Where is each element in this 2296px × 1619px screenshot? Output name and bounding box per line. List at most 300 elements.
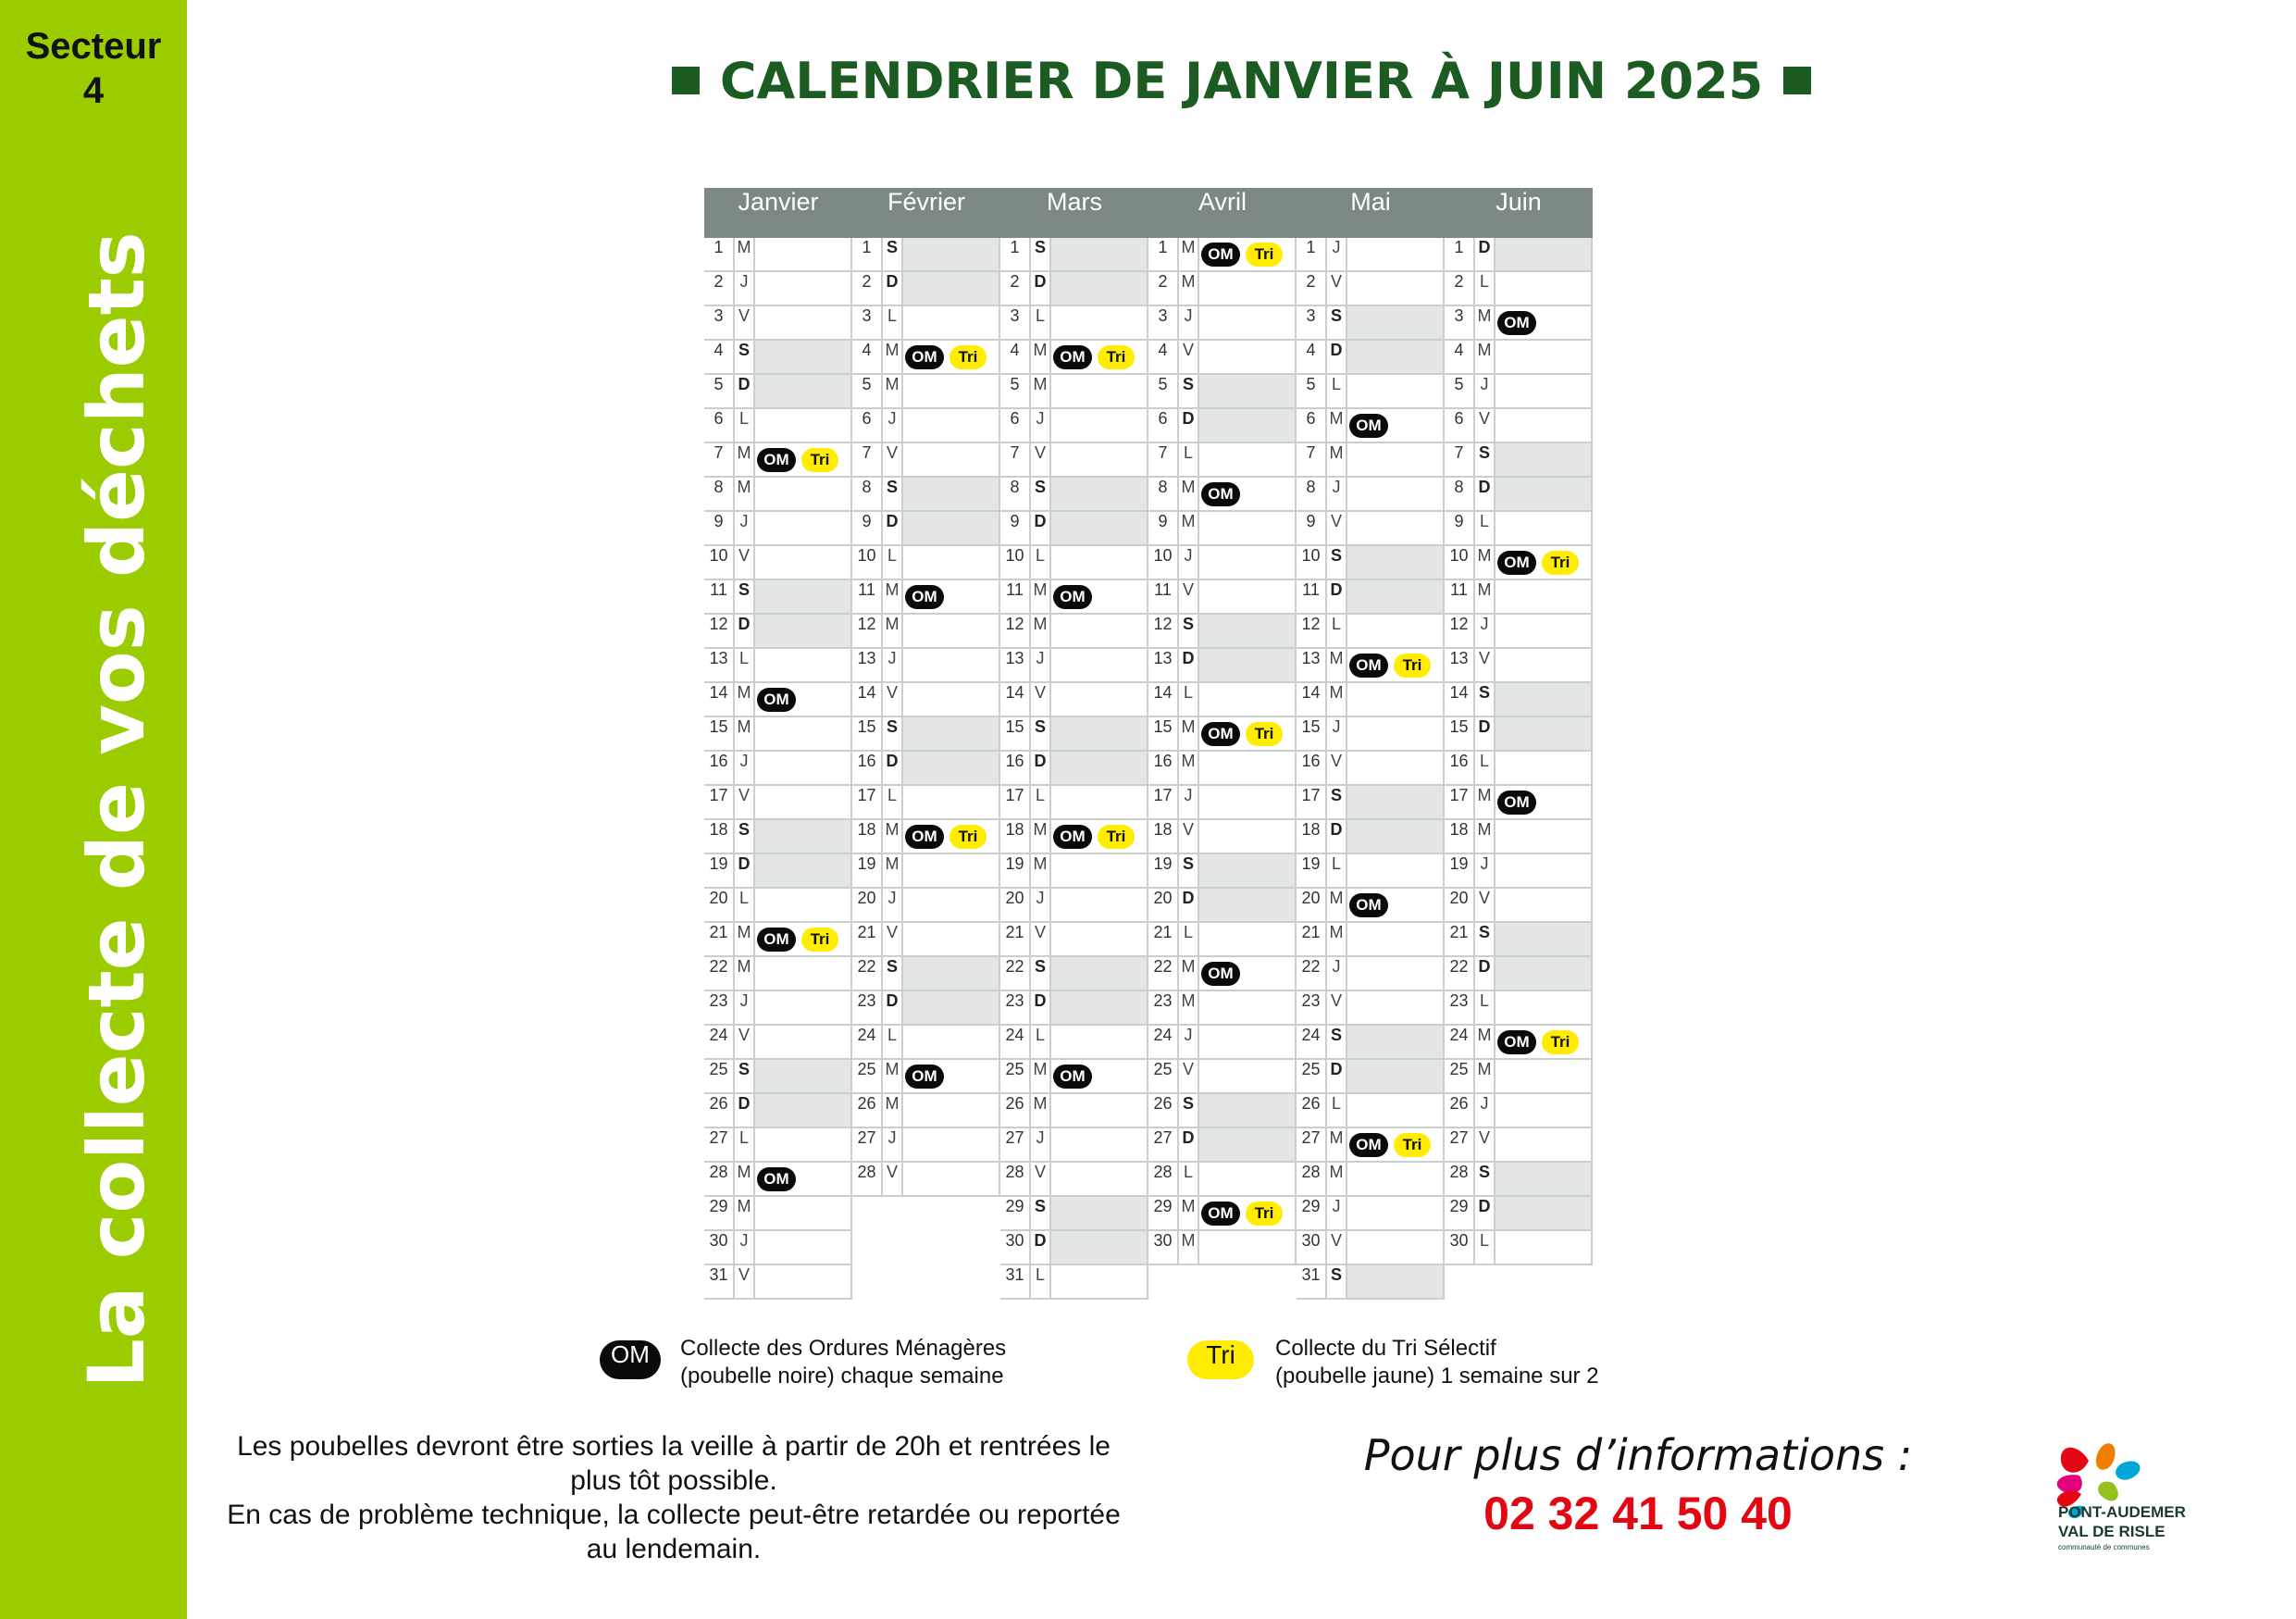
day-number: 26 [1297,1094,1327,1127]
collection-slot [1347,683,1443,716]
weekday-letter: M [1031,1060,1051,1092]
weekday-letter: L [1327,1094,1347,1127]
om-badge: OM [1053,1065,1092,1089]
day-row [1000,1163,1148,1197]
day-number: 20 [1000,889,1031,921]
day-row [704,889,852,923]
weekday-letter: J [1179,546,1199,579]
day-row [1445,1197,1593,1231]
weekday-letter: M [883,820,903,853]
day-number: 9 [1000,512,1031,544]
day-row [1148,615,1297,649]
om-badge: OM [1497,311,1536,335]
day-row [704,854,852,889]
day-number: 25 [1297,1060,1327,1092]
weekday-letter: J [1031,1128,1051,1161]
collection-slot [1496,1128,1591,1161]
day-number: 11 [1297,580,1327,613]
collection-slot [903,1163,999,1195]
collection-slot [1347,991,1443,1024]
day-number: 15 [1148,717,1179,750]
weekday-letter: J [883,889,903,921]
weekday-letter: M [883,615,903,647]
day-row [1000,409,1148,443]
weekday-letter: M [735,717,755,750]
collection-slot [903,375,999,407]
collection-slot [755,409,850,442]
weekday-letter: M [1327,923,1347,955]
collection-slot [1051,683,1147,716]
om-legend-text [680,1335,1006,1390]
om-badge: OM [1053,585,1092,609]
weekday-letter: L [1327,615,1347,647]
collection-slot [1496,752,1591,784]
collection-slot [1347,1026,1443,1058]
day-number: 5 [1000,375,1031,407]
day-row [704,341,852,375]
day-number: 26 [852,1094,883,1127]
weekday-letter: J [735,272,755,305]
day-number: 17 [1445,786,1475,818]
collection-slot [1347,923,1443,955]
day-number: 12 [1148,615,1179,647]
weekday-letter: M [1475,546,1496,579]
collection-slot [755,375,850,407]
day-row [1148,1060,1297,1094]
weekday-letter: M [1179,1231,1199,1264]
weekday-letter: M [883,1060,903,1092]
day-row [1148,820,1297,854]
day-number: 16 [1445,752,1475,784]
collection-slot [755,1231,850,1264]
day-row [852,546,1000,580]
day-number: 10 [1000,546,1031,579]
collection-slot [1051,649,1147,681]
day-number: 23 [704,991,735,1024]
day-row [1297,478,1445,512]
day-number: 2 [1000,272,1031,305]
weekday-letter: V [1031,683,1051,716]
collection-slot [903,889,999,921]
day-number: 7 [1148,443,1179,476]
day-number: 15 [1297,717,1327,750]
collection-slot [1199,1060,1295,1092]
collection-slot [903,443,999,476]
collection-slot [903,546,999,579]
collection-slot [1496,854,1591,887]
day-number: 8 [1297,478,1327,510]
weekday-letter: M [1179,272,1199,305]
day-row [852,854,1000,889]
weekday-letter: D [735,375,755,407]
day-number: 16 [1000,752,1031,784]
day-number: 19 [1148,854,1179,887]
collection-slot [755,854,850,887]
day-row [1445,512,1593,546]
day-row [704,1026,852,1060]
day-row [704,272,852,306]
day-number: 19 [852,854,883,887]
weekday-letter: L [1475,1231,1496,1264]
weekday-letter: V [735,546,755,579]
day-row [704,478,852,512]
day-row [852,238,1000,272]
day-row [1000,580,1148,615]
collection-slot [1496,923,1591,955]
om-badge: OM [1349,893,1388,917]
day-number: 14 [1445,683,1475,716]
collection-slot [1347,957,1443,990]
day-number: 5 [852,375,883,407]
collection-slot [1199,1163,1295,1195]
collection-slot [1199,923,1295,955]
day-row [1445,375,1593,409]
collection-slot [1199,443,1295,476]
collection-slot [755,1265,850,1298]
weekday-letter: S [1031,1197,1051,1229]
collection-slot [1496,1231,1591,1264]
day-number: 3 [1297,306,1327,339]
day-number: 20 [852,889,883,921]
weekday-letter: J [1031,649,1051,681]
day-number: 4 [852,341,883,373]
day-number: 7 [1297,443,1327,476]
collection-slot [1496,238,1591,270]
day-row [1445,649,1593,683]
collection-slot [1496,512,1591,544]
collection-slot [1199,889,1295,921]
weekday-letter: M [1475,341,1496,373]
om-badge: OM [1201,722,1240,746]
om-badge: OM [757,928,796,952]
day-row [1297,957,1445,991]
day-row [1297,1231,1445,1265]
day-number: 20 [1148,889,1179,921]
weekday-letter: J [883,649,903,681]
weekday-letter: M [1179,717,1199,750]
day-row [852,991,1000,1026]
day-row [1000,306,1148,341]
day-row [1297,580,1445,615]
day-row [1000,889,1148,923]
notice-line: En cas de problème technique, la collecte peut-être retardée ou reportée [227,1500,1121,1530]
day-row [1000,512,1148,546]
day-row [1297,306,1445,341]
day-number: 11 [1148,580,1179,613]
collection-slot [755,341,850,373]
day-number: 24 [1297,1026,1327,1058]
collection-slot [1051,478,1147,510]
day-number: 27 [1445,1128,1475,1161]
day-number: 1 [1000,238,1031,270]
weekday-letter: V [883,443,903,476]
day-row [704,1265,852,1300]
weekday-letter: J [1179,1026,1199,1058]
collection-slot [1051,923,1147,955]
collection-slot [903,238,999,270]
weekday-letter: V [1327,1231,1347,1264]
day-row [852,889,1000,923]
day-row [1445,238,1593,272]
day-number: 17 [704,786,735,818]
collection-slot [1051,580,1147,613]
day-number: 4 [1445,341,1475,373]
day-number: 14 [852,683,883,716]
weekday-letter: V [1475,889,1496,921]
day-number: 21 [1148,923,1179,955]
collection-slot [1347,238,1443,270]
collection-slot [1347,443,1443,476]
day-number: 16 [1297,752,1327,784]
collection-slot [1496,786,1591,818]
day-row [1297,341,1445,375]
day-row [852,820,1000,854]
collection-slot [1199,1231,1295,1264]
weekday-letter: V [1179,820,1199,853]
om-badge: OM [1349,1133,1388,1157]
day-row [1445,478,1593,512]
collection-slot [1051,752,1147,784]
collection-slot [1199,717,1295,750]
collection-slot [903,341,999,373]
day-number: 13 [1000,649,1031,681]
day-number: 21 [852,923,883,955]
weekday-letter: J [1327,238,1347,270]
day-row [704,615,852,649]
collection-slot [1199,1026,1295,1058]
day-number: 19 [1445,854,1475,887]
notice-line: plus tôt possible. [570,1465,777,1496]
om-badge: OM [1497,791,1536,815]
weekday-letter: M [735,957,755,990]
weekday-letter: L [1031,1265,1051,1298]
tri-badge: Tri [801,448,838,472]
day-row [852,1060,1000,1094]
om-badge: OM [757,688,796,712]
green-square-icon [672,67,700,94]
collection-slot [1051,1163,1147,1195]
day-number: 9 [704,512,735,544]
day-row [704,1231,852,1265]
collection-slot [1199,478,1295,510]
day-number: 2 [1297,272,1327,305]
day-number: 30 [1000,1231,1031,1264]
weekday-letter: M [1179,1197,1199,1229]
day-row [1445,957,1593,991]
collection-slot [755,615,850,647]
om-badge: OM [1201,962,1240,986]
weekday-letter: M [883,854,903,887]
day-number: 14 [1000,683,1031,716]
day-number: 21 [704,923,735,955]
collection-slot [1051,272,1147,305]
collection-slot [903,1128,999,1161]
collection-slot [755,1026,850,1058]
weekday-letter: M [1327,443,1347,476]
day-number: 1 [1445,238,1475,270]
day-row [704,923,852,957]
weekday-letter: M [1031,854,1051,887]
collection-slot [1199,512,1295,544]
tri-badge: Tri [1394,1133,1431,1157]
collection-slot [1051,991,1147,1024]
weekday-letter: D [1475,238,1496,270]
day-row [1445,923,1593,957]
weekday-letter: M [1179,991,1199,1024]
vertical-title: La collecte de vos déchets [71,231,162,1389]
day-row [1445,889,1593,923]
collection-slot [1347,1060,1443,1092]
weekday-letter: M [1475,786,1496,818]
collection-slot [1051,854,1147,887]
collection-slot [1496,306,1591,339]
day-number: 4 [704,341,735,373]
weekday-letter: V [735,1265,755,1298]
day-row [1297,443,1445,478]
tri-badge: Tri [949,345,987,369]
day-number: 2 [1445,272,1475,305]
day-row [1000,1094,1148,1128]
day-row [852,512,1000,546]
day-row [1148,272,1297,306]
weekday-letter: S [1327,786,1347,818]
collection-slot [903,717,999,750]
collection-slot [1496,991,1591,1024]
collection-slot [755,512,850,544]
day-number: 29 [1297,1197,1327,1229]
collection-slot [1496,546,1591,579]
collection-slot [1347,546,1443,579]
weekday-letter: V [1179,1060,1199,1092]
day-number: 29 [1148,1197,1179,1229]
logo-line: PONT-AUDEMER [2058,1503,2186,1521]
weekday-letter: V [1179,580,1199,613]
day-row [1148,306,1297,341]
om-badge: OM [1201,243,1240,267]
day-row [1445,409,1593,443]
tri-badge: Tri [1246,1202,1283,1226]
weekday-letter: V [1031,443,1051,476]
collection-slot [1347,615,1443,647]
tri-badge: Tri [949,825,987,849]
om-badge: OM [1497,1030,1536,1054]
tri-badge: Tri [1098,345,1135,369]
day-row [1148,1231,1297,1265]
om-badge: OM [1349,654,1388,678]
day-number: 27 [1000,1128,1031,1161]
day-number: 8 [704,478,735,510]
collection-slot [1051,786,1147,818]
day-row [1000,923,1148,957]
day-row [1297,683,1445,717]
weekday-letter: L [883,546,903,579]
collection-slot [1051,512,1147,544]
collection-slot [755,717,850,750]
weekday-letter: L [883,306,903,339]
weekday-letter: M [1179,752,1199,784]
weekday-letter: S [1327,306,1347,339]
collection-slot [1496,580,1591,613]
weekday-letter: D [883,272,903,305]
day-number: 2 [1148,272,1179,305]
collection-slot [1347,854,1443,887]
weekday-letter: S [1475,1163,1496,1195]
weekday-letter: M [1031,375,1051,407]
day-number: 24 [704,1026,735,1058]
day-row [1148,443,1297,478]
info-title: Pour plus d’informations : [1363,1430,1913,1480]
day-number: 1 [852,238,883,270]
info-phone: 02 32 41 50 40 [1483,1488,1793,1539]
weekday-letter: M [735,683,755,716]
weekday-letter: L [1475,272,1496,305]
om-badge: OM [905,585,944,609]
day-number: 14 [1297,683,1327,716]
day-number: 1 [1297,238,1327,270]
day-row [852,443,1000,478]
collection-slot [755,786,850,818]
day-row [1445,1163,1593,1197]
weekday-letter: J [1179,786,1199,818]
day-number: 17 [1297,786,1327,818]
day-number: 12 [1297,615,1327,647]
day-row [1148,1128,1297,1163]
day-row [1148,1163,1297,1197]
weekday-letter: D [1327,580,1347,613]
day-number: 25 [704,1060,735,1092]
day-row [1445,615,1593,649]
weekday-letter: L [1179,683,1199,716]
collection-slot [903,1060,999,1092]
day-number: 15 [1000,717,1031,750]
collection-slot [1199,1094,1295,1127]
day-number: 6 [1000,409,1031,442]
day-row [852,649,1000,683]
day-row [852,580,1000,615]
day-number: 7 [1000,443,1031,476]
day-row [1297,1060,1445,1094]
day-row [1297,717,1445,752]
collection-slot [1199,649,1295,681]
weekday-letter: V [1327,512,1347,544]
day-number: 31 [1297,1265,1327,1298]
weekday-letter: S [735,580,755,613]
collection-slot [1199,375,1295,407]
day-row [1297,375,1445,409]
weekday-letter: L [735,649,755,681]
weekday-letter: S [735,820,755,853]
day-number: 27 [704,1128,735,1161]
day-number: 3 [1000,306,1031,339]
day-row [1148,238,1297,272]
weekday-letter: S [1179,375,1199,407]
day-row [1297,1197,1445,1231]
om-badge: OM [1349,414,1388,438]
weekday-letter: M [735,1197,755,1229]
day-row [704,238,852,272]
collection-slot [903,991,999,1024]
day-row [1000,375,1148,409]
weekday-letter: S [1031,717,1051,750]
day-row [1297,854,1445,889]
day-row [1445,683,1593,717]
day-number: 13 [1148,649,1179,681]
tri-legend-line: Collecte du Tri Sélectif [1275,1336,1496,1361]
collection-slot [1496,375,1591,407]
collection-slot [1051,546,1147,579]
weekday-letter: M [735,238,755,270]
day-row [852,615,1000,649]
